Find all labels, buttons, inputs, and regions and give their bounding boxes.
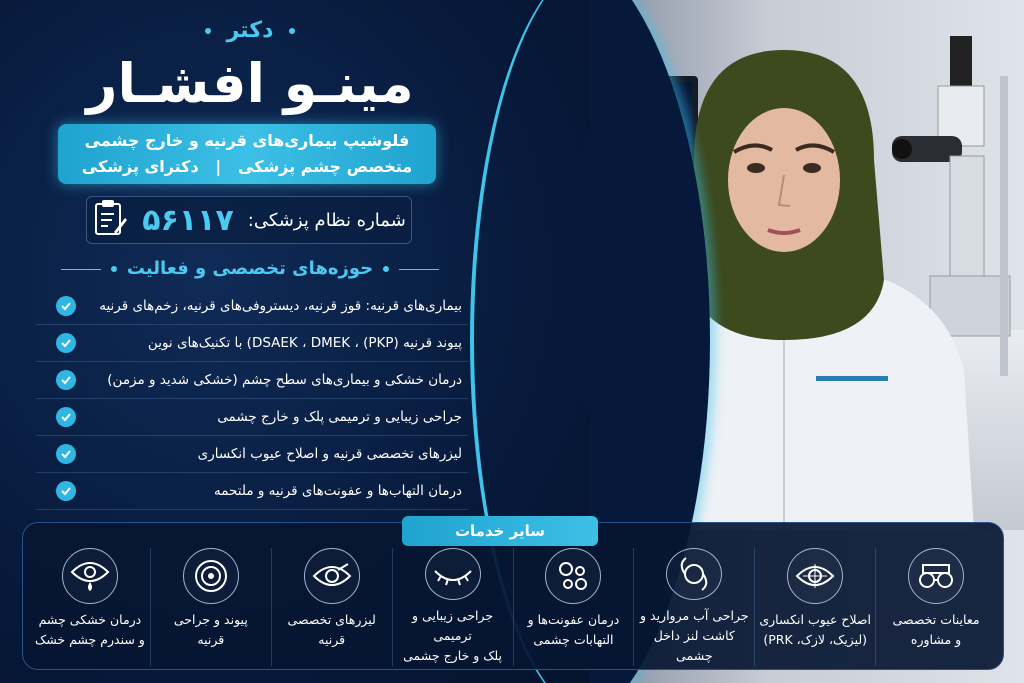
activity-label: درمان التهاب‌ها و عفونت‌های قرنیه و ملتحمه: [214, 483, 462, 499]
activity-item: [36, 325, 468, 362]
cornea-icon: [183, 548, 239, 604]
binocular-icon: [908, 548, 964, 604]
service-item: [392, 548, 513, 666]
specialty-line-1: فلوشیپ بیماری‌های قرنیه و خارج چشمی: [84, 131, 410, 150]
service-item: [30, 548, 150, 666]
laser-eye-icon: [304, 548, 360, 604]
registration-label: شماره نظام پزشکی:: [247, 209, 406, 231]
activity-item: [36, 288, 468, 325]
service-item: [513, 548, 634, 666]
service-item: [271, 548, 392, 666]
eyelid-icon: [425, 548, 481, 600]
service-label: درمان خشکی چشم و سندرم چشم خشک: [35, 612, 145, 647]
service-item: [150, 548, 271, 666]
check-icon: [56, 481, 76, 501]
activities-list: [36, 288, 468, 510]
service-label: درمان عفونت‌ها و التهابات چشمی: [527, 612, 620, 647]
check-icon: [56, 333, 76, 353]
check-icon: [56, 444, 76, 464]
specialty-line-2: متخصص چشم پزشکی | دکترای پزشکی: [81, 157, 413, 176]
service-label: جراحی آب مروارید و کاشت لنز داخل چشمی: [640, 608, 749, 663]
specialty-box: [58, 124, 436, 184]
service-label: اصلاح عیوب انکساری (لیزیک، لازک، PRK): [759, 612, 872, 647]
clipboard-icon: [92, 198, 128, 242]
activity-label: پیوند قرنیه (PKP) ، DSAEK ، DMEK) با تکنیک‌های نوین: [147, 335, 462, 351]
activity-label: جراحی زیبایی و ترمیمی پلک و خارج چشمی: [217, 409, 462, 425]
registration-box: [86, 196, 412, 244]
services-title: سایر خدمات: [402, 516, 598, 546]
activity-item: [36, 399, 468, 436]
service-label: لیزرهای تخصصی قرنیه: [287, 612, 376, 647]
registration-number: ۵۶۱۱۷: [142, 202, 234, 238]
service-label: معاینات تخصصی و مشاوره: [892, 612, 980, 647]
check-icon: [56, 407, 76, 427]
activity-item: [36, 473, 468, 510]
germs-icon: [545, 548, 601, 604]
check-icon: [56, 370, 76, 390]
service-label: پیوند و جراحی قرنیه: [173, 612, 248, 647]
activity-label: بیماری‌های قرنیه: قوز قرنیه، دیستروفی‌های قرنیه، زخم‌های قرنیه: [99, 298, 462, 314]
doctor-name: مینـو افشـار: [86, 52, 414, 115]
service-item: [875, 548, 996, 666]
activity-item: [36, 436, 468, 473]
activity-item: [36, 362, 468, 399]
eye-target-icon: [787, 548, 843, 604]
service-label: جراحی زیبایی و ترمیمی پلک و خارج چشمی: [403, 608, 503, 663]
services-row: [30, 548, 996, 666]
service-item: [754, 548, 875, 666]
dry-eye-icon: [62, 548, 118, 604]
activities-title: حوزه‌های تخصصی و فعالیت: [60, 258, 440, 279]
activity-label: درمان خشکی و بیماری‌های سطح چشم (خشکی شدید و مزمن): [107, 372, 462, 388]
activity-label: لیزرهای تخصصی قرنیه و اصلاح عیوب انکساری: [197, 446, 462, 462]
title-prefix: دکتر: [130, 18, 370, 43]
service-item: [633, 548, 754, 666]
lens-implant-icon: [666, 548, 722, 600]
check-icon: [56, 296, 76, 316]
